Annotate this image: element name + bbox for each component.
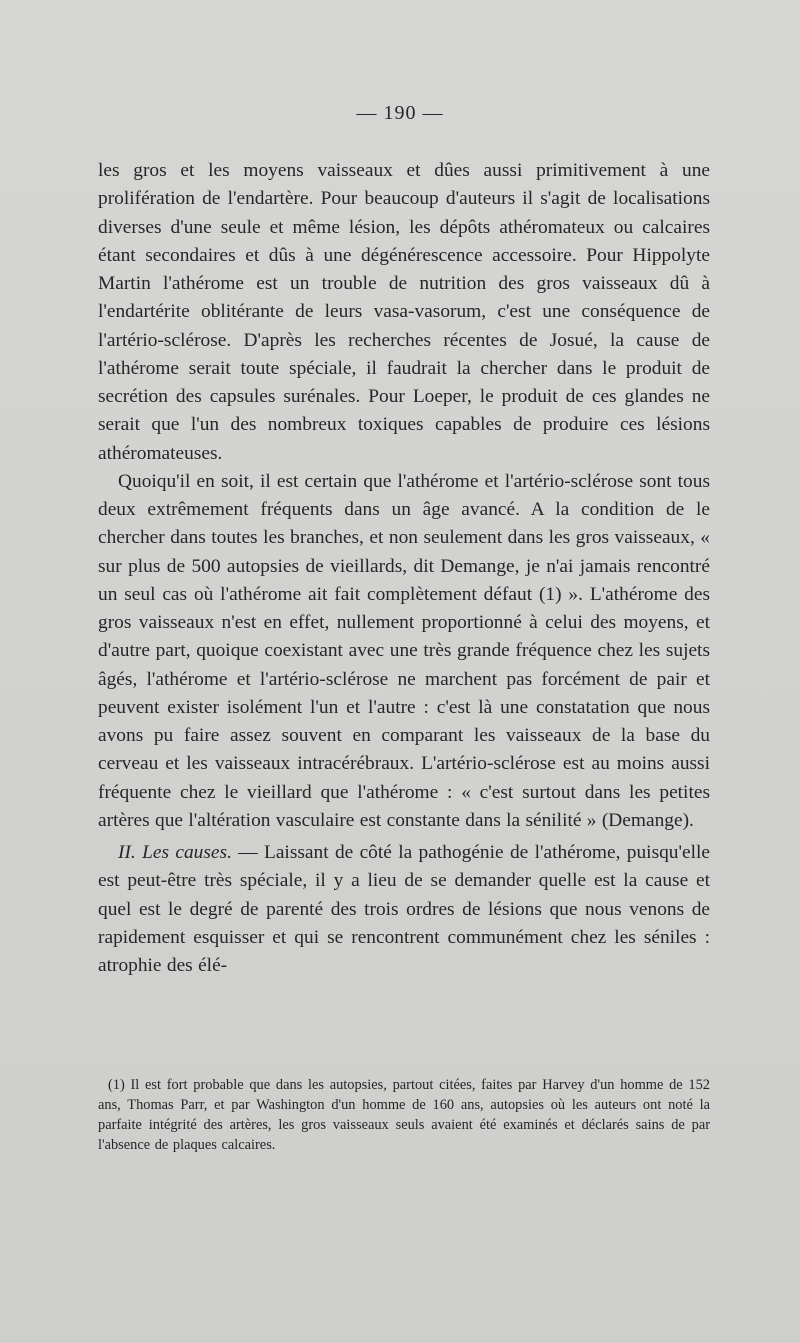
section-heading: II. Les causes.	[118, 842, 232, 863]
main-text	[98, 157, 710, 980]
footnote	[98, 1075, 710, 1155]
paragraph-1: les gros et les moyens vaisseaux et dûes aussi primitivement à une prolifération de l'endartère. Pour beaucoup d'auteurs il s'agit de localisations diverses d'une seule et même lésion, les dépôts athéromateux ou calcaires étant secondaires et dûs à une dégénérescence accessoire. Pour Hippolyte Martin l'athérome est un trouble de nutrition des gros vaisseaux dû à l'endartérite oblitérante de leurs vasa-vasorum, c'est une conséquence de l'artério-sclérose. D'après les recherches récentes de Josué, la cause de l'athérome serait toute spéciale, il faudrait la chercher dans le produit de secrétion des capsules surénales. Pour Loeper, le produit de ces glandes ne serait que l'un des nombreux toxiques capables de produire ces lésions athéromateuses.	[98, 160, 710, 464]
page-number: — 190 —	[356, 102, 444, 124]
paragraph-3-text: — Laissant de côté la pathogénie de l'athérome, puisqu'elle est peut-être très spéciale, il y a lieu de se demander quelle est la cause et quel est le degré de parenté des trois ordres de lésions que nous venons de rapidement esquisser et qui se rencontrent communément chez les séniles : atrophie des élé-	[98, 842, 710, 976]
paragraph-2: Quoiqu'il en soit, il est certain que l'athérome et l'artério-sclérose sont tous deux extrêmement fréquents dans un âge avancé. A la condition de le chercher dans toutes les branches, et non seulement dans les gros vaisseaux, « sur plus de 500 autopsies de vieillards, dit Demange, je n'ai jamais rencontré un seul cas où l'athérome ait fait complètement défaut (1) ». L'athérome des gros vaisseaux n'est en effet, nullement proportionné à celui des moyens, et d'autre part, quoique coexistant avec une très grande fréquence chez les sujets âgés, l'athérome et l'artério-sclérose ne marchent pas forcément de pair et peuvent exister isolément l'un et l'autre : c'est là une constatation que nous avons pu faire assez souvent en comparant les vaisseaux de la base du cerveau et les vaisseaux intracérébraux. L'artério-sclérose est au moins aussi fréquente chez le vieillard que l'athérome : « c'est surtout dans les petites artères que l'altération vasculaire est constante dans la sénilité » (Demange).	[98, 470, 710, 831]
paragraph-3	[98, 839, 710, 980]
footnote-text: (1) Il est fort probable que dans les autopsies, partout citées, faites par Harvey d'un homme de 152 ans, Thomas Parr, et par Washington d'un homme de 160 ans, autopsies où les auteurs ont noté la parfaite intégrité des artères, les gros vaisseaux seuls avaient été examinés et déclarés sains de par l'absence de plaques calcaires.	[98, 1077, 710, 1153]
